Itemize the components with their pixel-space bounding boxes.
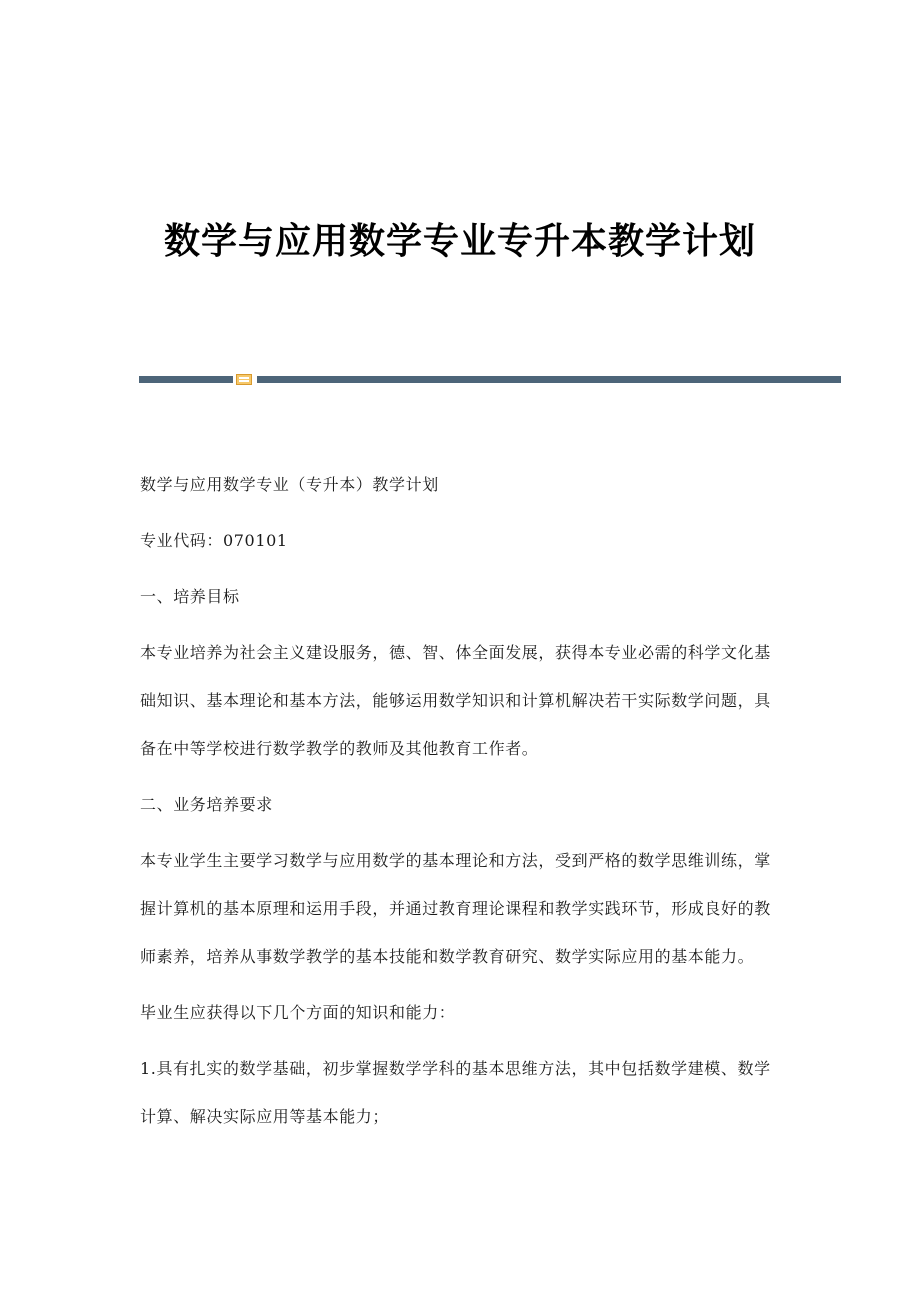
section-heading-requirements: 二、业务培养要求 xyxy=(140,795,273,814)
requirements-paragraph: 本专业学生主要学习数学与应用数学的基本理论和方法，受到严格的数学思维训练，掌握计算机的基本原理和运用手段，并通过教育理论课程和教学实践环节，形成良好的教师素养，培养从事数学教学的基本技能和数学教育研究、数学实际应用的基本能力。 xyxy=(140,851,771,966)
plan-subtitle: 数学与应用数学专业（专升本）教学计划 xyxy=(140,475,439,494)
section-heading-objectives: 一、培养目标 xyxy=(140,587,240,606)
major-code: 专业代码：070101 xyxy=(140,531,288,550)
divider-ornament-icon xyxy=(236,374,252,385)
title-divider xyxy=(139,374,841,384)
divider-bar-left xyxy=(139,376,233,383)
objectives-paragraph: 本专业培养为社会主义建设服务，德、智、体全面发展，获得本专业必需的科学文化基础知识、基本理论和基本方法，能够运用数学知识和计算机解决若干实际数学问题，具备在中等学校进行数学教学的教师及其他教育工作者。 xyxy=(140,643,771,758)
abilities-intro: 毕业生应获得以下几个方面的知识和能力： xyxy=(140,1003,456,1022)
divider-bar-right xyxy=(257,376,841,383)
ability-item-1: 1.具有扎实的数学基础，初步掌握数学学科的基本思维方法，其中包括数学建模、数学计算、解决实际应用等基本能力； xyxy=(140,1059,771,1126)
document-body xyxy=(140,466,780,1154)
document-title: 数学与应用数学专业专升本教学计划 xyxy=(163,221,756,262)
